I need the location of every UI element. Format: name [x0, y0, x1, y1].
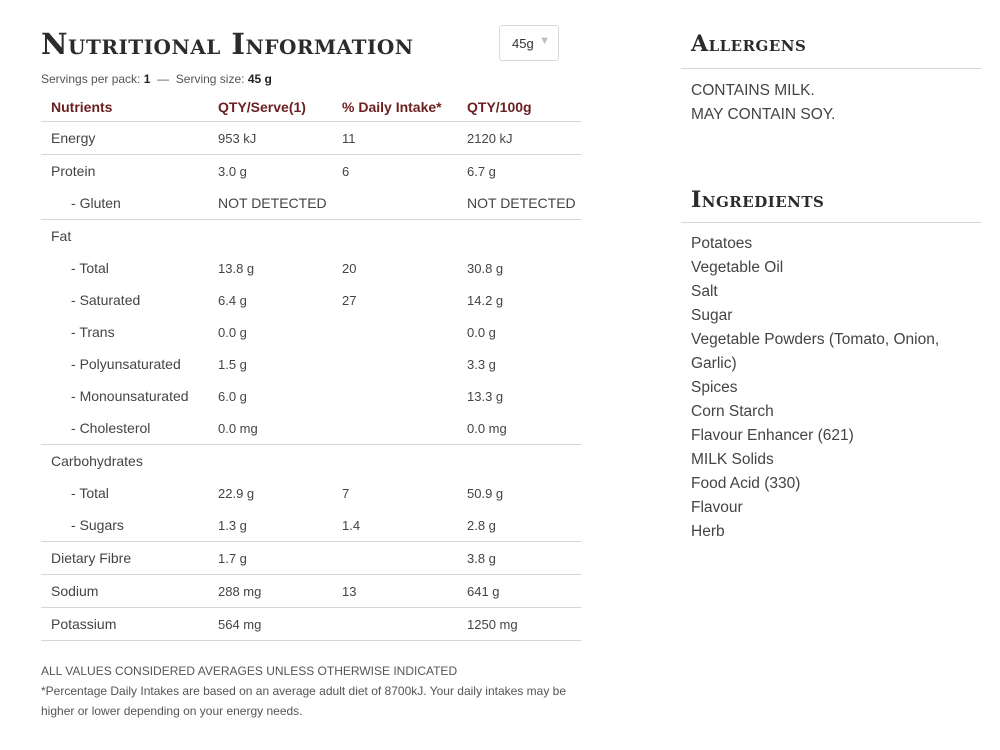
table-row: [41, 608, 581, 641]
sub-prefix: -: [71, 485, 80, 501]
servings-info: [41, 72, 272, 86]
ingredient-item: Herb: [691, 523, 725, 540]
daily-intake: 20: [342, 260, 357, 276]
servings-separator: —: [157, 72, 170, 86]
side-panel: [681, 24, 981, 544]
daily-intake: 1.4: [332, 509, 457, 542]
daily-intake: [332, 380, 457, 412]
qty-serve: 1.5 g: [218, 356, 247, 372]
page-title: Nutritional Information: [41, 27, 414, 61]
serving-size-select[interactable]: [499, 25, 559, 61]
sub-nutrient-label: Cholesterol: [79, 420, 151, 436]
qty-serve: 3.0 g: [218, 163, 247, 179]
table-row: [41, 122, 581, 155]
nutrition-panel: [41, 24, 581, 718]
qty-serve: 6.0 g: [218, 388, 247, 404]
table-row: [41, 220, 581, 253]
table-row: [41, 284, 581, 316]
servings-label: Servings per pack:: [41, 72, 141, 86]
ingredient-item: Vegetable Oil: [691, 259, 784, 276]
nutrient-name: [41, 284, 208, 316]
table-row: [41, 380, 581, 412]
nutrient-name: Protein: [51, 163, 96, 179]
qty-100g: 30.8 g: [467, 260, 504, 276]
sub-nutrient-label: Polyunsaturated: [79, 356, 181, 372]
sub-prefix: -: [71, 324, 80, 340]
daily-intake: 7: [342, 485, 350, 501]
daily-intake: [332, 542, 457, 575]
qty-100g: 0.0 mg: [457, 412, 581, 445]
qty-100g: 13.3 g: [467, 388, 504, 404]
serving-size-select-value: 45g: [512, 36, 534, 51]
qty-serve: 22.9 g: [218, 485, 255, 501]
footnotes: [41, 661, 581, 721]
table-row: [41, 316, 581, 348]
allergen-line: MAY CONTAIN SOY.: [691, 106, 836, 123]
daily-intake: [332, 412, 457, 445]
ingredients-list: [681, 223, 981, 544]
chevron-down-icon: ▼: [539, 35, 550, 47]
qty-serve: NOT DETECTED: [208, 187, 332, 220]
table-row: [41, 348, 581, 380]
qty-100g: 6.7 g: [467, 163, 496, 179]
servings-value: 1: [143, 72, 151, 86]
qty-serve: 6.4 g: [218, 292, 247, 308]
ingredient-item: MILK Solids: [691, 451, 774, 468]
nutrient-name: Dietary Fibre: [41, 542, 208, 575]
ingredient-item: Sugar: [691, 307, 733, 324]
nutrient-name: [41, 316, 208, 348]
ingredient-item: Food Acid (330): [691, 475, 801, 492]
ingredient-item: Potatoes: [691, 235, 753, 252]
nutrient-name: Potassium: [41, 608, 208, 641]
qty-100g: 0.0 g: [467, 324, 496, 340]
qty-serve: 0.0 mg: [208, 412, 332, 445]
nutrient-name: [41, 380, 208, 412]
daily-intake-note: *Percentage Daily Intakes are based on an average adult diet of 8700kJ. Your daily intakes may be higher or lower depending on your energy needs.: [41, 684, 567, 718]
col-header-daily-intake: % Daily Intake*: [332, 93, 457, 122]
serving-size-label: Serving size:: [175, 72, 245, 86]
daily-intake: [332, 316, 457, 348]
qty-serve: 564 mg: [208, 608, 332, 641]
qty-serve: 1.3 g: [208, 509, 332, 542]
daily-intake: 11: [332, 122, 457, 155]
col-header-qty-100g: QTY/100g: [457, 93, 581, 122]
sub-nutrient-label: Total: [79, 485, 109, 501]
table-row: [41, 477, 581, 509]
sub-prefix: -: [71, 388, 80, 404]
serving-size-value: 45 g: [247, 72, 272, 86]
daily-intake: [332, 187, 457, 220]
sub-prefix: -: [71, 420, 80, 436]
ingredient-item: Flavour: [691, 499, 743, 516]
sub-nutrient-label: Monounsaturated: [79, 388, 189, 404]
table-row: [41, 155, 581, 188]
nutrient-name: Sodium: [41, 575, 208, 608]
sub-prefix: -: [71, 517, 80, 533]
ingredient-item: Spices: [691, 379, 738, 396]
qty-100g: 2.8 g: [457, 509, 581, 542]
table-header-row: [41, 93, 581, 122]
allergens-list: [681, 69, 981, 127]
sub-prefix: -: [71, 356, 80, 372]
qty-100g: 641 g: [457, 575, 581, 608]
sub-prefix: -: [71, 292, 80, 308]
sub-nutrient-label: Trans: [79, 324, 115, 340]
qty-100g: 1250 mg: [457, 608, 581, 641]
ingredient-item: Vegetable Powders (Tomato, Onion, Garlic): [691, 331, 940, 372]
ingredient-item: Flavour Enhancer (621): [691, 427, 854, 444]
nutrient-name: [41, 509, 208, 542]
daily-intake: [332, 348, 457, 380]
averages-note: ALL VALUES CONSIDERED AVERAGES UNLESS OTHERWISE INDICATED: [41, 664, 458, 678]
qty-serve: 0.0 g: [218, 324, 247, 340]
sub-prefix: -: [71, 260, 80, 276]
sub-nutrient-label: Gluten: [79, 195, 121, 211]
qty-100g: 3.8 g: [457, 542, 581, 575]
nutrient-name: [41, 477, 208, 509]
table-row: [41, 187, 581, 220]
qty-serve: 1.7 g: [208, 542, 332, 575]
qty-100g: 3.3 g: [467, 356, 496, 372]
ingredient-item: Corn Starch: [691, 403, 774, 420]
nutrient-name: [41, 412, 208, 445]
sub-nutrient-label: Total: [79, 260, 109, 276]
table-row: [41, 252, 581, 284]
sub-nutrient-label: Sugars: [79, 517, 124, 533]
qty-100g: 50.9 g: [467, 485, 504, 501]
ingredient-item: Salt: [691, 283, 718, 300]
qty-serve: 953 kJ: [208, 122, 332, 155]
nutrient-name: Carbohydrates: [51, 453, 143, 469]
qty-100g: 2120 kJ: [457, 122, 581, 155]
daily-intake: 27: [342, 292, 357, 308]
nutrient-name: [41, 348, 208, 380]
nutrient-name: Energy: [41, 122, 208, 155]
col-header-qty-serve: QTY/Serve(1): [208, 93, 332, 122]
table-row: [41, 575, 581, 608]
nutrient-name: [41, 187, 208, 220]
qty-serve: 13.8 g: [218, 260, 255, 276]
table-row: [41, 509, 581, 542]
ingredients-heading: Ingredients: [691, 187, 825, 213]
sub-prefix: -: [71, 195, 80, 211]
allergens-heading: Allergens: [691, 31, 807, 57]
daily-intake: [332, 608, 457, 641]
daily-intake: 6: [342, 163, 350, 179]
table-row: [41, 445, 581, 478]
nutrient-name: Fat: [51, 228, 72, 244]
nutrition-table: [41, 93, 581, 641]
allergen-line: CONTAINS MILK.: [691, 82, 815, 99]
table-row: [41, 412, 581, 445]
qty-serve: 288 mg: [208, 575, 332, 608]
nutrient-name: [41, 252, 208, 284]
table-row: [41, 542, 581, 575]
sub-nutrient-label: Saturated: [79, 292, 141, 308]
qty-100g: NOT DETECTED: [457, 187, 581, 220]
qty-100g: 14.2 g: [467, 292, 504, 308]
daily-intake: 13: [332, 575, 457, 608]
col-header-nutrients: Nutrients: [41, 93, 208, 122]
